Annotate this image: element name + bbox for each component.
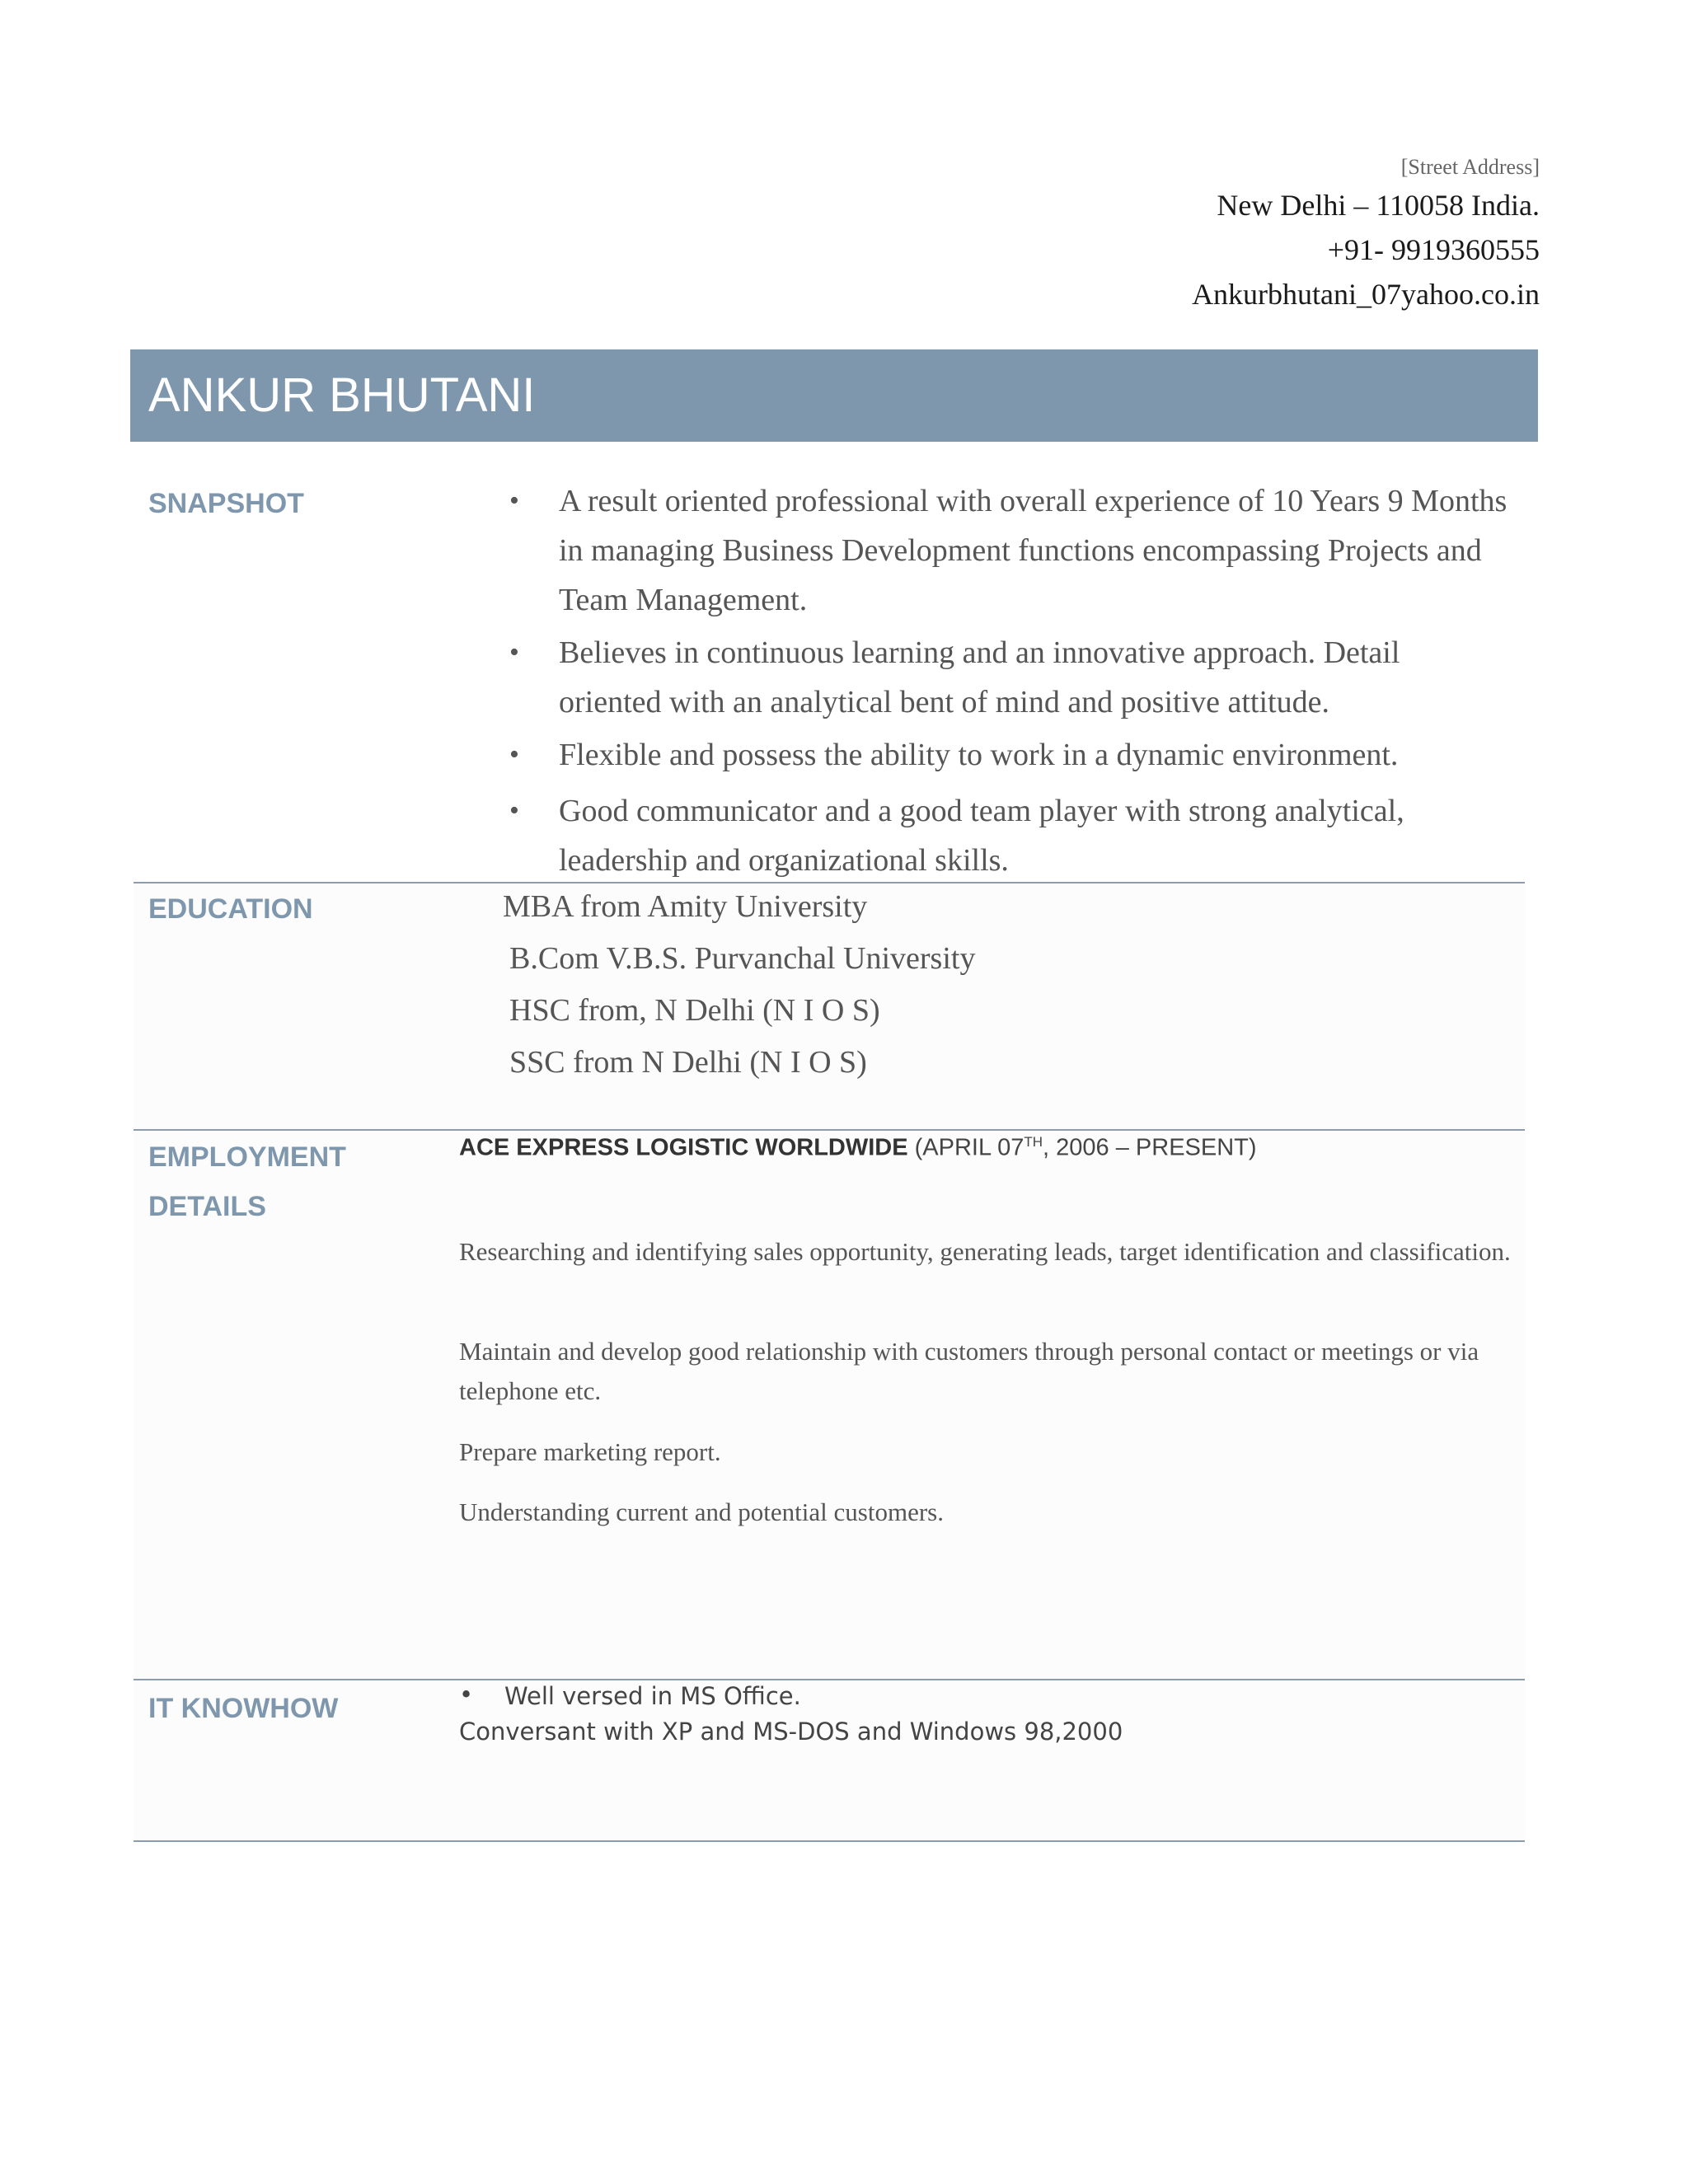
- duty-item: Researching and identifying sales opportunity, generating leads, target identification and classification.: [459, 1237, 1511, 1266]
- duty-item: Understanding current and potential customers.: [459, 1497, 944, 1526]
- education-item-ssc: SSC from N Delhi (N I O S): [509, 1045, 867, 1080]
- snapshot-list: [503, 476, 1508, 888]
- snapshot-item: • Good communicator and a good team player with strong analytical, leadership and organizational skills.: [503, 786, 1508, 885]
- email-address: Ankurbhutani_07yahoo.co.in: [1192, 278, 1540, 311]
- company-name: ACE EXPRESS LOGISTIC WORLDWIDE: [459, 1134, 908, 1161]
- education-item-bcom: B.Com V.B.S. Purvanchal University: [509, 941, 976, 976]
- bullet-icon: •: [509, 485, 519, 516]
- snapshot-heading: SNAPSHOT: [148, 488, 304, 519]
- education-heading: EDUCATION: [148, 893, 313, 925]
- duty-item: Maintain and develop good relationship with customers through personal contact or meetings or via telephone etc.: [459, 1337, 1479, 1405]
- phone-number: +91- 9919360555: [1327, 233, 1540, 266]
- snapshot-item: • Believes in continuous learning and an innovative approach. Detail oriented with an analytical bent of mind and positive attitude.: [503, 628, 1508, 727]
- city-line: New Delhi – 110058 India.: [1217, 189, 1540, 222]
- education-item-hsc: HSC from, N Delhi (N I O S): [509, 993, 880, 1028]
- name-banner: [130, 349, 1538, 442]
- employment-title: ACE EXPRESS LOGISTIC WORLDWIDE (APRIL 07TH, 2006 – PRESENT): [459, 1134, 1257, 1161]
- candidate-name: ANKUR BHUTANI: [148, 368, 536, 422]
- bullet-icon: •: [509, 795, 519, 826]
- employment-heading: EMPLOYMENT DETAILS: [148, 1141, 346, 1222]
- bullet-icon: •: [509, 637, 519, 668]
- snapshot-item: • A result oriented professional with overall experience of 10 Years 9 Months in managing Business Development functions encompassing Projects and Team Management.: [503, 476, 1508, 625]
- section-divider: [134, 882, 1525, 883]
- it-knowhow-heading: IT KNOWHOW: [148, 1693, 339, 1724]
- it-panel: [134, 1681, 1525, 1841]
- education-item-mba: MBA from Amity University: [503, 889, 868, 924]
- snapshot-item: • Flexible and possess the ability to work in a dynamic environment.: [503, 730, 1508, 780]
- section-divider: [134, 1840, 1525, 1842]
- it-item: Well versed in MS Office.: [504, 1682, 801, 1710]
- it-bullet-icon: •: [459, 1680, 474, 1708]
- it-item: Conversant with XP and MS-DOS and Windows 98,2000: [459, 1718, 1123, 1746]
- section-divider: [134, 1129, 1525, 1131]
- street-address: [Street Address]: [1400, 155, 1540, 179]
- section-divider: [134, 1679, 1525, 1680]
- employment-period: (APRIL 07: [907, 1134, 1025, 1161]
- bullet-icon: •: [509, 739, 519, 770]
- duty-item: Prepare marketing report.: [459, 1437, 721, 1466]
